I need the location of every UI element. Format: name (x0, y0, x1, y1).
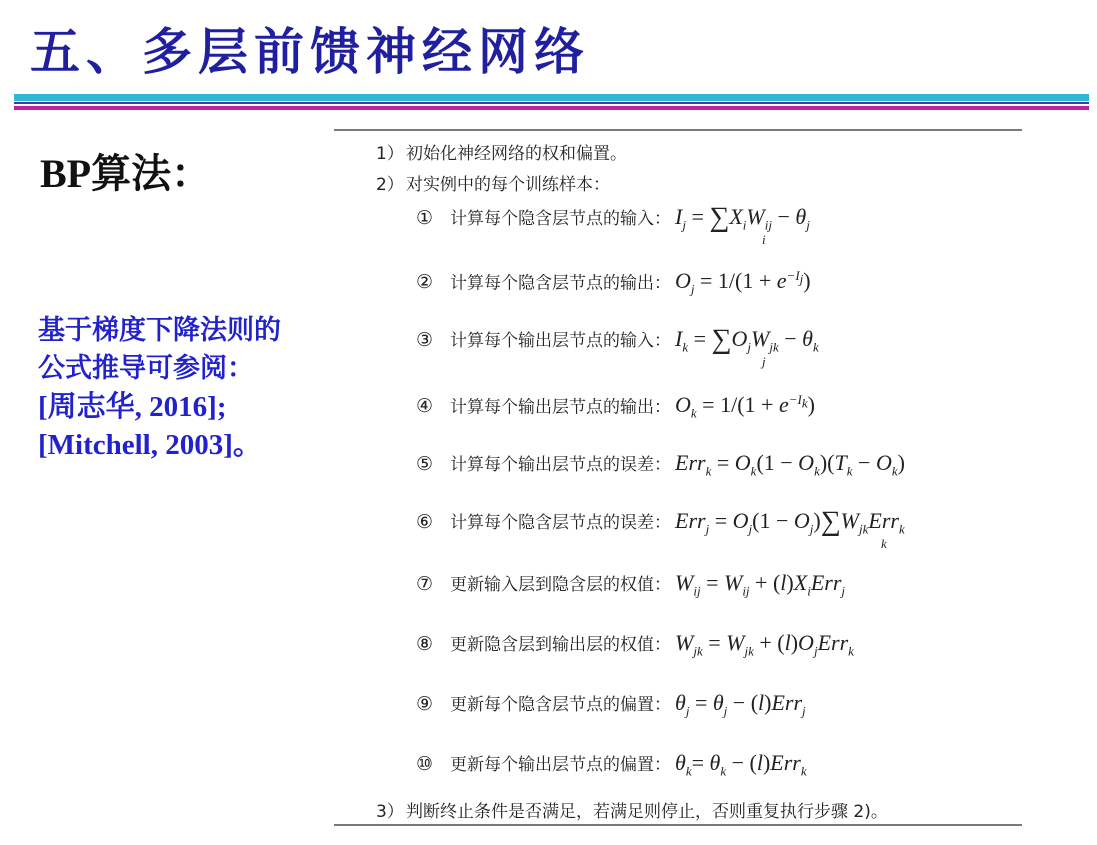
formula-update-theta-k: $\theta_k= \theta_k - (l)Err_k$ (675, 750, 807, 779)
substep-marker: ⑧ (416, 633, 434, 655)
substep-marker: ① (416, 207, 434, 229)
formula-output-input: $I_k = \sum O_jW_{jk} - \theta_k$ (675, 324, 819, 355)
substep-7 (416, 570, 845, 599)
substep-marker: ⑥ (416, 511, 434, 533)
step-text: 初始化神经网络的权和偏置。 (406, 144, 627, 164)
substep-description: 计算每个输出层节点的输出： (450, 397, 671, 418)
substep-marker: ⑩ (416, 753, 434, 775)
substep-4 (416, 392, 815, 422)
step-number: 1） (376, 144, 404, 164)
sum-index-j: j (762, 354, 766, 369)
header-stripe-navy (14, 102, 1089, 104)
substep-marker: ⑤ (416, 453, 434, 475)
formula-output-output: $O_k = 1/(1 + e^{-I_k})$ (675, 392, 815, 421)
algorithm-step-1 (376, 139, 627, 164)
algorithm-step-3 (376, 797, 888, 822)
substep-1 (416, 200, 810, 233)
substep-description: 计算每个隐含层节点的输入： (450, 209, 671, 229)
substep-marker: ⑦ (416, 573, 434, 595)
formula-output-error: $Err_k = O_k(1 - O_k)(T_k - O_k)$ (675, 450, 905, 479)
substep-description: 更新隐含层到输出层的权值： (450, 635, 671, 655)
formula-hidden-error: $Err_j = O_j(1 - O_j)\sum W_{jk}Err_k$ (675, 506, 905, 537)
substep-8 (416, 630, 854, 659)
reference-note-line2: 公式推导可参阅： (38, 353, 254, 384)
substep-description: 计算每个隐含层节点的输出： (450, 273, 671, 294)
algorithm-step-2 (376, 170, 610, 195)
substep-6 (416, 504, 905, 537)
slide-title: 五、多层前馈神经网络 (30, 23, 590, 81)
substep-9 (416, 690, 806, 719)
substep-3 (416, 322, 819, 355)
substep-marker: ② (416, 271, 434, 294)
substep-description: 更新每个输出层节点的偏置： (450, 755, 671, 775)
reference-zhou: [周志华, 2016]; (38, 391, 227, 423)
header-stripe-magenta (14, 106, 1089, 110)
formula-update-wij: $W_{ij} = W_{ij} + (l)X_iErr_j$ (675, 570, 845, 599)
substep-2 (416, 268, 811, 298)
substep-5 (416, 450, 905, 479)
formula-update-wjk: $W_{jk} = W_{jk} + (l)O_jErr_k$ (675, 630, 854, 659)
substep-marker: ③ (416, 329, 434, 351)
step-number: 2） (376, 175, 404, 195)
substep-description: 计算每个输出层节点的误差： (450, 455, 671, 475)
algorithm-bottom-rule (334, 824, 1022, 826)
sum-index-i: i (762, 232, 766, 247)
reference-note (38, 312, 281, 464)
header-stripe-cyan (14, 94, 1089, 101)
substep-description: 计算每个输出层节点的输入： (450, 331, 671, 351)
reference-note-line1: 基于梯度下降法则的 (38, 315, 281, 346)
formula-update-theta-j: $\theta_j = \theta_j - (l)Err_j$ (675, 690, 806, 719)
step-text: 对实例中的每个训练样本： (406, 175, 610, 195)
reference-mitchell: [Mitchell, 2003]。 (38, 429, 262, 461)
formula-hidden-output: $O_j = 1/(1 + e^{-I_j})$ (675, 268, 811, 297)
substep-description: 计算每个隐含层节点的误差： (450, 513, 671, 533)
substep-description: 更新每个隐含层节点的偏置： (450, 695, 671, 715)
substep-description: 更新输入层到隐含层的权值： (450, 575, 671, 595)
substep-marker: ④ (416, 395, 434, 418)
substep-10 (416, 750, 807, 779)
bp-algorithm-label: BP算法： (40, 151, 212, 196)
sum-index-k: k (881, 536, 887, 551)
formula-hidden-input: $I_j = \sum X_iW_{ij} - \theta_j$ (675, 202, 810, 233)
substep-marker: ⑨ (416, 693, 434, 715)
step-text: 判断终止条件是否满足，若满足则停止，否则重复执行步骤 2)。 (406, 802, 888, 822)
algorithm-top-rule (334, 129, 1022, 131)
step-number: 3） (376, 802, 404, 822)
